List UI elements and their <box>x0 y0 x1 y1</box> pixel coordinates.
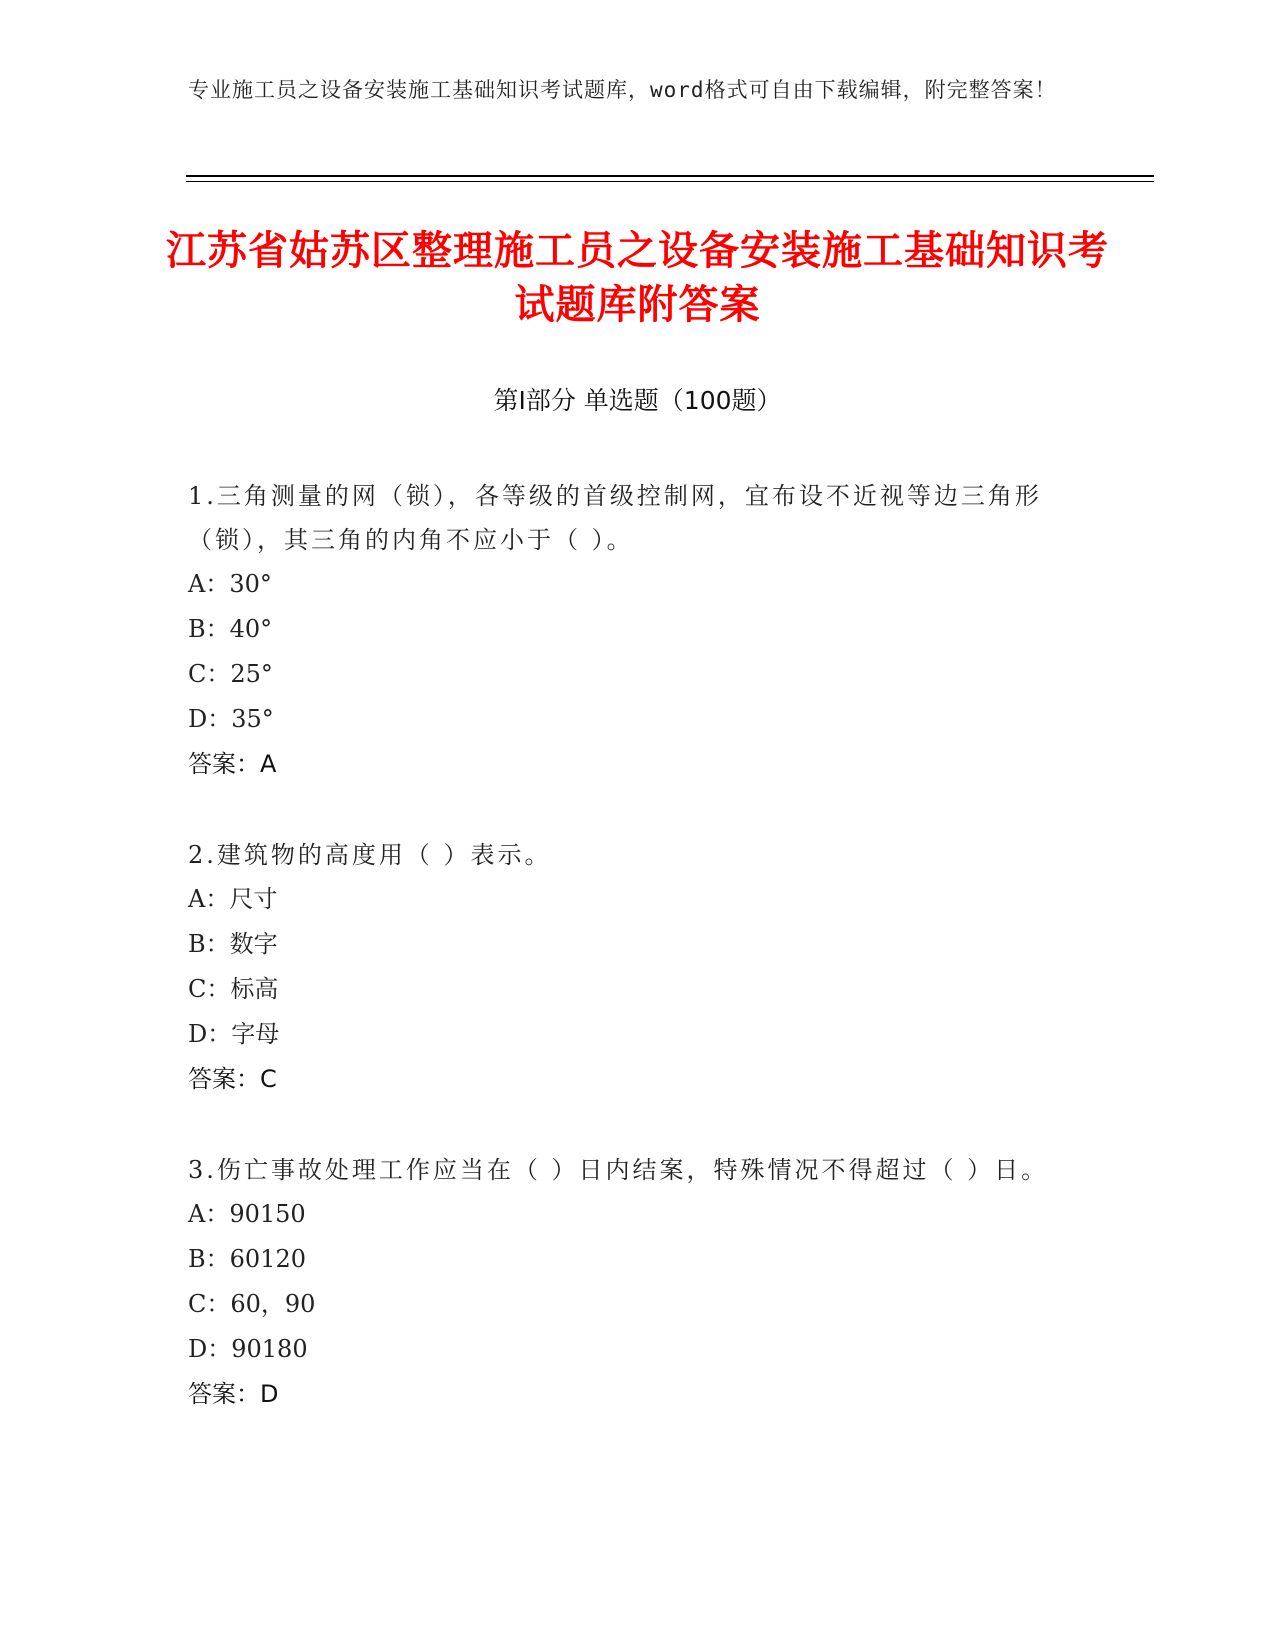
option-c: C：60，90 <box>188 1290 316 1318</box>
option-d: D：35° <box>188 705 274 733</box>
option-a: A：30° <box>188 570 272 598</box>
option-d: D：90180 <box>188 1335 308 1363</box>
header-rule-thin <box>186 181 1154 182</box>
question-3 <box>188 1148 1068 1417</box>
question-list <box>188 474 1068 1463</box>
option-c: C：25° <box>188 660 273 688</box>
answer-line: 答案：A <box>188 750 277 778</box>
header-note: 专业施工员之设备安装施工基础知识考试题库，word格式可自由下载编辑，附完整答案！ <box>188 78 1057 102</box>
question-stem: 1.三角测量的网（锁），各等级的首级控制网，宜布设不近视等边三角形（锁），其三角的内角不应小于（ ）。 <box>188 482 1042 554</box>
question-stem: 2.建筑物的高度用（ ）表示。 <box>188 841 552 869</box>
answer-line: 答案：C <box>188 1065 277 1093</box>
option-a: A：90150 <box>188 1200 306 1228</box>
option-b: B：60120 <box>188 1245 306 1273</box>
option-c: C：标高 <box>188 975 279 1003</box>
document-title: 江苏省姑苏区整理施工员之设备安装施工基础知识考试题库附答案 <box>166 228 1109 328</box>
question-stem: 3.伤亡事故处理工作应当在（ ）日内结案，特殊情况不得超过（ ）日。 <box>188 1156 1049 1184</box>
option-d: D：字母 <box>188 1020 280 1048</box>
header-rule-thick <box>186 175 1154 177</box>
option-b: B：数字 <box>188 930 278 958</box>
answer-line: 答案：D <box>188 1380 279 1408</box>
question-2 <box>188 833 1068 1102</box>
section-title: 第Ⅰ部分 单选题（100题） <box>493 386 782 415</box>
option-b: B：40° <box>188 615 273 643</box>
option-a: A：尺寸 <box>188 885 278 913</box>
question-1 <box>188 474 1068 787</box>
